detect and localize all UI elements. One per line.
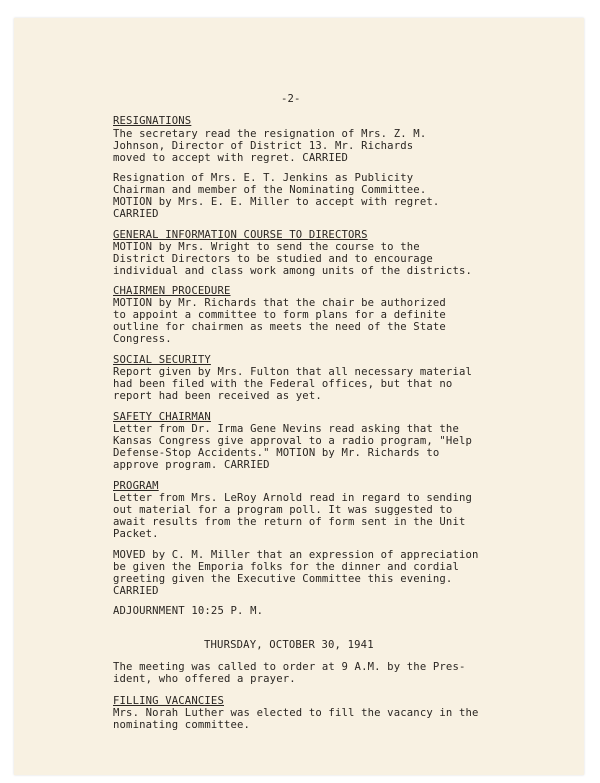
- appreciation-motion-line-2: be given the Emporia folks for the dinner and cordial: [113, 561, 459, 573]
- resignation-jenkins-line-2: Chairman and member of the Nominating Committee.: [113, 184, 427, 196]
- resignation-johnson-line-3: moved to accept with regret. CARRIED: [113, 152, 349, 164]
- adjournment-line: ADJOURNMENT 10:25 P. M.: [113, 605, 264, 617]
- appreciation-motion-line-3: greeting given the Executive Committee this evening.: [113, 573, 453, 585]
- resignation-jenkins-line-1: Resignation of Mrs. E. T. Jenkins as Publicity: [113, 172, 414, 184]
- section-heading-program: PROGRAM: [113, 480, 159, 492]
- safety-letter-line-4: approve program. CARRIED: [113, 459, 270, 471]
- social-security-line-1: Report given by Mrs. Fulton that all necessary material: [113, 366, 473, 378]
- course-motion-line-2: District Directors to be studied and to encourage: [113, 253, 433, 265]
- chairmen-motion-line-1: MOTION by Mr. Richards that the chair be authorized: [113, 297, 446, 309]
- resignation-johnson-line-1: The secretary read the resignation of Mrs. Z. M.: [113, 128, 427, 140]
- section-heading-chairmen-procedure: CHAIRMEN PROCEDURE: [113, 285, 231, 297]
- section-heading-social-security: SOCIAL SECURITY: [113, 354, 211, 366]
- chairmen-motion-line-2: to appoint a committee to form plans for a definite: [113, 309, 446, 321]
- safety-letter-line-3: Defense-Stop Accidents." MOTION by Mr. Richards to: [113, 447, 440, 459]
- opening-line-2: ident, who offered a prayer.: [113, 673, 296, 685]
- safety-letter-line-2: Kansas Congress give approval to a radio program, "Help: [113, 435, 473, 447]
- social-security-line-3: report had been received as yet.: [113, 390, 322, 402]
- section-heading-general-information-course: GENERAL INFORMATION COURSE TO DIRECTORS: [113, 229, 368, 241]
- program-letter-line-3: await results from the return of form sent in the Unit: [113, 516, 466, 528]
- vacancies-line-2: nominating committee.: [113, 719, 251, 731]
- vacancies-line-1: Mrs. Norah Luther was elected to fill the vacancy in the: [113, 707, 479, 719]
- safety-letter-line-1: Letter from Dr. Irma Gene Nevins read asking that the: [113, 423, 459, 435]
- day-heading: THURSDAY, OCTOBER 30, 1941: [204, 639, 374, 651]
- program-letter-line-4: Packet.: [113, 528, 159, 540]
- program-letter-line-2: out material for a program poll. It was suggested to: [113, 504, 453, 516]
- resignation-jenkins-line-3: MOTION by Mrs. E. E. Miller to accept with regret.: [113, 196, 440, 208]
- appreciation-motion-line-1: MOVED by C. M. Miller that an expression of appreciation: [113, 549, 479, 561]
- chairmen-motion-line-4: Congress.: [113, 333, 172, 345]
- opening-line-1: The meeting was called to order at 9 A.M. by the Pres-: [113, 661, 466, 673]
- resignation-jenkins-line-4: CARRIED: [113, 208, 159, 220]
- section-heading-resignations: RESIGNATIONS: [113, 115, 192, 127]
- chairmen-motion-line-3: outline for chairmen as meets the need of the State: [113, 321, 446, 333]
- section-heading-safety-chairman: SAFETY CHAIRMAN: [113, 411, 211, 423]
- course-motion-line-3: individual and class work among units of the districts.: [113, 265, 473, 277]
- social-security-line-2: had been filed with the Federal offices, but that no: [113, 378, 453, 390]
- program-letter-line-1: Letter from Mrs. LeRoy Arnold read in regard to sending: [113, 492, 473, 504]
- course-motion-line-1: MOTION by Mrs. Wright to send the course to the: [113, 241, 420, 253]
- appreciation-motion-line-4: CARRIED: [113, 585, 159, 597]
- resignation-johnson-line-2: Johnson, Director of District 13. Mr. Richards: [113, 140, 414, 152]
- section-heading-filling-vacancies: FILLING VACANCIES: [113, 695, 224, 707]
- page-number: -2-: [281, 93, 301, 105]
